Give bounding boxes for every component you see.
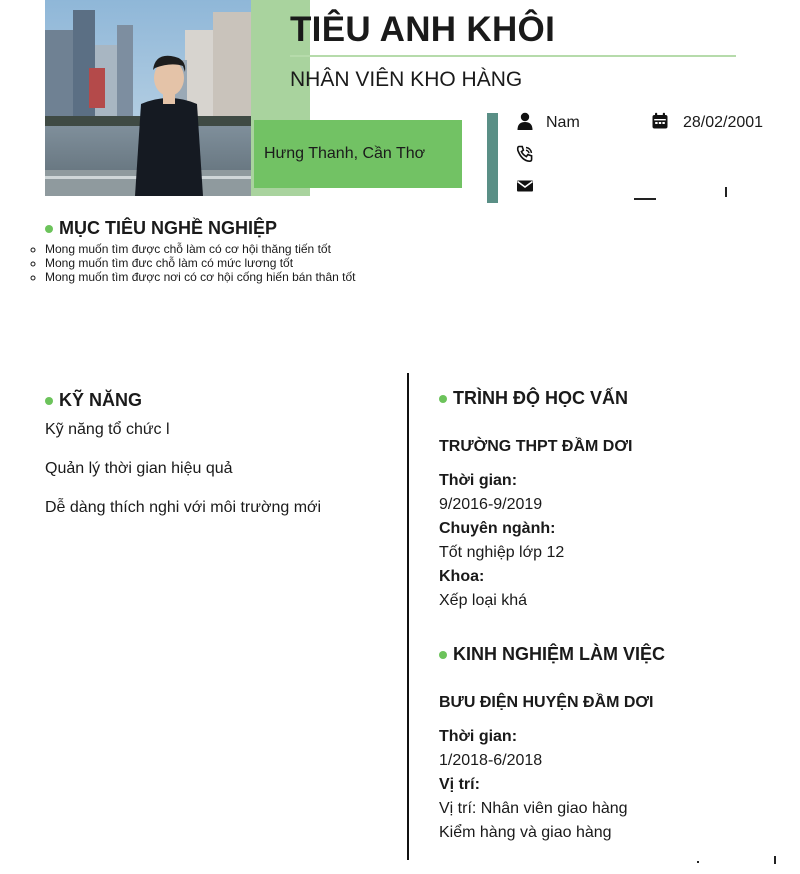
profile-photo	[45, 0, 251, 196]
education-time-label: Thời gian:	[439, 472, 518, 489]
experience-heading	[439, 644, 665, 665]
education-major-label: Chuyên ngành:	[439, 520, 556, 537]
address-text: Hưng Thanh, Cần Thơ	[264, 145, 426, 162]
skill-item: Dễ dàng thích nghi với môi trường mới	[45, 499, 322, 516]
contact-accent-bar	[487, 113, 498, 203]
address-box	[254, 120, 462, 188]
experience-position-label: Vị trí:	[439, 776, 480, 793]
candidate-name: TIÊU ANH KHÔI	[290, 10, 556, 49]
calendar-icon	[651, 112, 669, 130]
envelope-icon	[516, 177, 534, 195]
section-bullet	[45, 225, 53, 233]
person-icon	[516, 112, 534, 130]
experience-description: Kiểm hàng và giao hàng	[439, 824, 612, 841]
education-major-value: Tốt nghiệp lớp 12	[439, 544, 565, 561]
section-bullet	[439, 395, 447, 403]
list-item: ◦ Mong muốn tìm đưc chỗ làm có mức lương tốt	[45, 256, 355, 270]
birthdate-value: 28/02/2001	[683, 114, 764, 131]
education-time-value: 9/2016-9/2019	[439, 496, 543, 513]
skill-item: Kỹ năng tổ chức l	[45, 421, 170, 438]
experience-position-value: Vị trí: Nhân viên giao hàng	[439, 800, 628, 817]
education-faculty-value: Xếp loại khá	[439, 592, 528, 609]
experience-time-value: 1/2018-6/2018	[439, 752, 543, 769]
company-name: BƯU ĐIỆN HUYỆN ĐẦM DƠI	[439, 694, 654, 711]
career-goal-list	[30, 242, 355, 284]
job-title: NHÂN VIÊN KHO HÀNG	[290, 68, 523, 91]
section-bullet	[439, 651, 447, 659]
skills-title: KỸ NĂNG	[59, 390, 143, 410]
phone-icon	[516, 145, 534, 163]
skill-item: Quản lý thời gian hiệu quả	[45, 460, 233, 477]
experience-time-label: Thời gian:	[439, 728, 518, 745]
skills-heading	[45, 390, 142, 411]
stray-mark	[634, 198, 656, 200]
school-name: TRƯỜNG THPT ĐẦM DƠI	[439, 438, 633, 455]
section-bullet	[45, 397, 53, 405]
stray-mark	[774, 856, 776, 864]
gender-value: Nam	[546, 114, 580, 131]
experience-title: KINH NGHIỆM LÀM VIỆC	[453, 644, 666, 664]
stray-mark	[725, 187, 727, 197]
career-goal-heading	[45, 218, 277, 239]
name-underline	[290, 55, 736, 57]
list-item: ◦ Mong muốn tìm được chỗ làm có cơ hội thăng tiến tốt	[45, 242, 355, 256]
career-goal-title: MỤC TIÊU NGHỀ NGHIỆP	[59, 218, 278, 238]
stray-mark	[697, 861, 699, 863]
column-divider	[407, 373, 409, 860]
education-title: TRÌNH ĐỘ HỌC VẤN	[453, 388, 628, 408]
education-faculty-label: Khoa:	[439, 568, 485, 585]
list-item: ◦ Mong muốn tìm được nơi có cơ hội cống hiến bán thân tốt	[45, 270, 355, 284]
education-heading	[439, 388, 628, 409]
